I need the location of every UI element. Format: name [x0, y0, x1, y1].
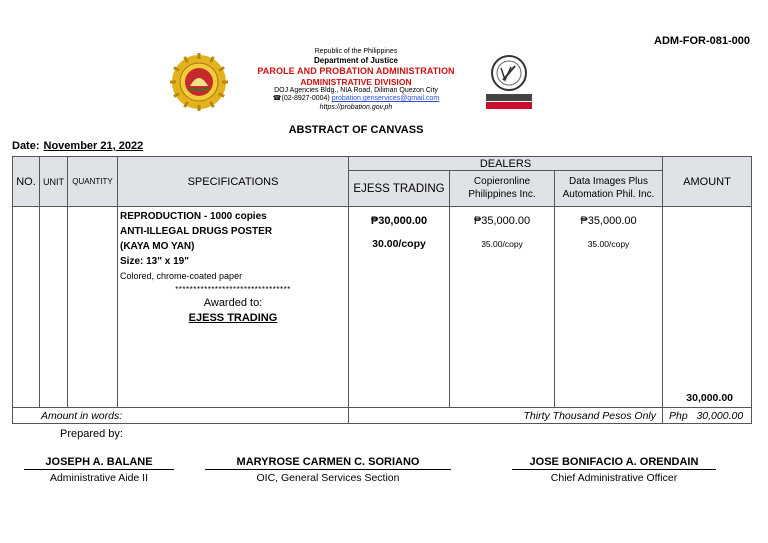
page-title: ABSTRACT OF CANVASS [288, 124, 424, 136]
republic-line: Republic of the Philippines [314, 48, 398, 55]
ppa-seal-logo [170, 53, 228, 111]
spec-line: (KAYA MO YAN) [120, 241, 195, 252]
dealer-header-ejess: EJESS TRADING [349, 171, 450, 207]
signatory-1 [24, 456, 174, 484]
agency-name: PAROLE AND PROBATION ADMINISTRATION [257, 65, 455, 76]
php-label: Php [669, 409, 688, 422]
dealer-name-line1: Copieronline [473, 176, 531, 187]
email-link[interactable]: probation.genservices@gmail.com [331, 95, 440, 103]
cell-no [13, 207, 40, 408]
dealer-name-line1: Data Images Plus [569, 176, 648, 187]
phone-number: (02-8927-0004) [281, 95, 330, 103]
bureau-veritas-logo [481, 53, 537, 113]
dealer-header-data-images [555, 171, 663, 207]
amount-in-words [349, 408, 663, 424]
signatory-2 [205, 456, 451, 484]
signatory-name: JOSE BONIFACIO A. ORENDAIN [512, 456, 716, 470]
amount-in-words-text: Thirty Thousand Pesos Only [523, 409, 656, 422]
php-amount [663, 408, 752, 424]
total-price: ₱35,000.00 [580, 215, 637, 227]
col-header-unit: UNIT [40, 157, 68, 207]
spec-separator: ******************************** [175, 285, 291, 294]
spec-line: Size: 13" x 19" [120, 256, 189, 267]
signatory-position: Administrative Aide II [49, 472, 149, 484]
cell-amount [663, 207, 752, 408]
price-data-images [555, 207, 663, 408]
spec-line: Colored, chrome-coated paper [120, 271, 243, 281]
cell-specifications [118, 207, 349, 408]
document-code: ADM-FOR-081-000 [654, 35, 750, 47]
signatory-name: JOSEPH A. BALANE [24, 456, 174, 470]
php-value: 30,000.00 [696, 409, 744, 422]
col-header-no: NO. [13, 157, 40, 207]
department-line: Department of Justice [313, 56, 399, 66]
col-header-quantity: QUANTITY [68, 157, 118, 207]
total-price: ₱35,000.00 [473, 215, 531, 227]
signatory-3 [512, 456, 716, 484]
date-value: November 21, 2022 [43, 140, 144, 152]
canvass-table [12, 156, 752, 424]
date-label: Date: [12, 140, 40, 152]
spec-line: ANTI-ILLEGAL DRUGS POSTER [120, 226, 273, 237]
contact-line [236, 95, 476, 103]
col-header-specifications: SPECIFICATIONS [118, 157, 349, 207]
table-row [13, 207, 752, 408]
amount-in-words-label: Amount in words: [13, 408, 349, 424]
date-field [12, 140, 143, 152]
price-copieronline [450, 207, 555, 408]
address-line: DOJ Agencies Bldg., NIA Road, Diliman Quezon City [274, 86, 438, 94]
letterhead [236, 48, 476, 112]
awarded-dealer: EJESS TRADING [188, 312, 278, 324]
unit-price: 35.00/copy [587, 239, 630, 249]
total-amount: 30,000.00 [686, 392, 733, 404]
awarded-label: Awarded to: [203, 297, 263, 309]
signatory-position: Chief Administrative Officer [550, 472, 678, 484]
prepared-by-label: Prepared by: [60, 428, 123, 440]
signatory-name: MARYROSE CARMEN C. SORIANO [205, 456, 451, 470]
col-header-amount: AMOUNT [663, 157, 752, 207]
spec-line: REPRODUCTION - 1000 copies [120, 211, 267, 222]
dealer-name-line2: Automation Phil. Inc. [562, 188, 655, 200]
total-price: ₱30,000.00 [370, 215, 428, 227]
amount-in-words-row [13, 408, 752, 424]
unit-price: 30.00/copy [372, 238, 426, 250]
phone-icon: ☎ [272, 95, 282, 103]
cell-quantity [68, 207, 118, 408]
cell-unit [40, 207, 68, 408]
col-header-dealers: DEALERS [349, 157, 663, 171]
price-ejess [349, 207, 450, 408]
unit-price: 35.00/copy [481, 239, 523, 249]
dealer-name-line2: Philippines Inc. [468, 188, 536, 200]
dealer-header-copieronline [450, 171, 555, 207]
division-name: ADMINISTRATIVE DIVISION [300, 76, 412, 87]
signatory-position: OIC, General Services Section [256, 472, 400, 484]
website-line[interactable]: https://probation.gov.ph [319, 103, 393, 111]
